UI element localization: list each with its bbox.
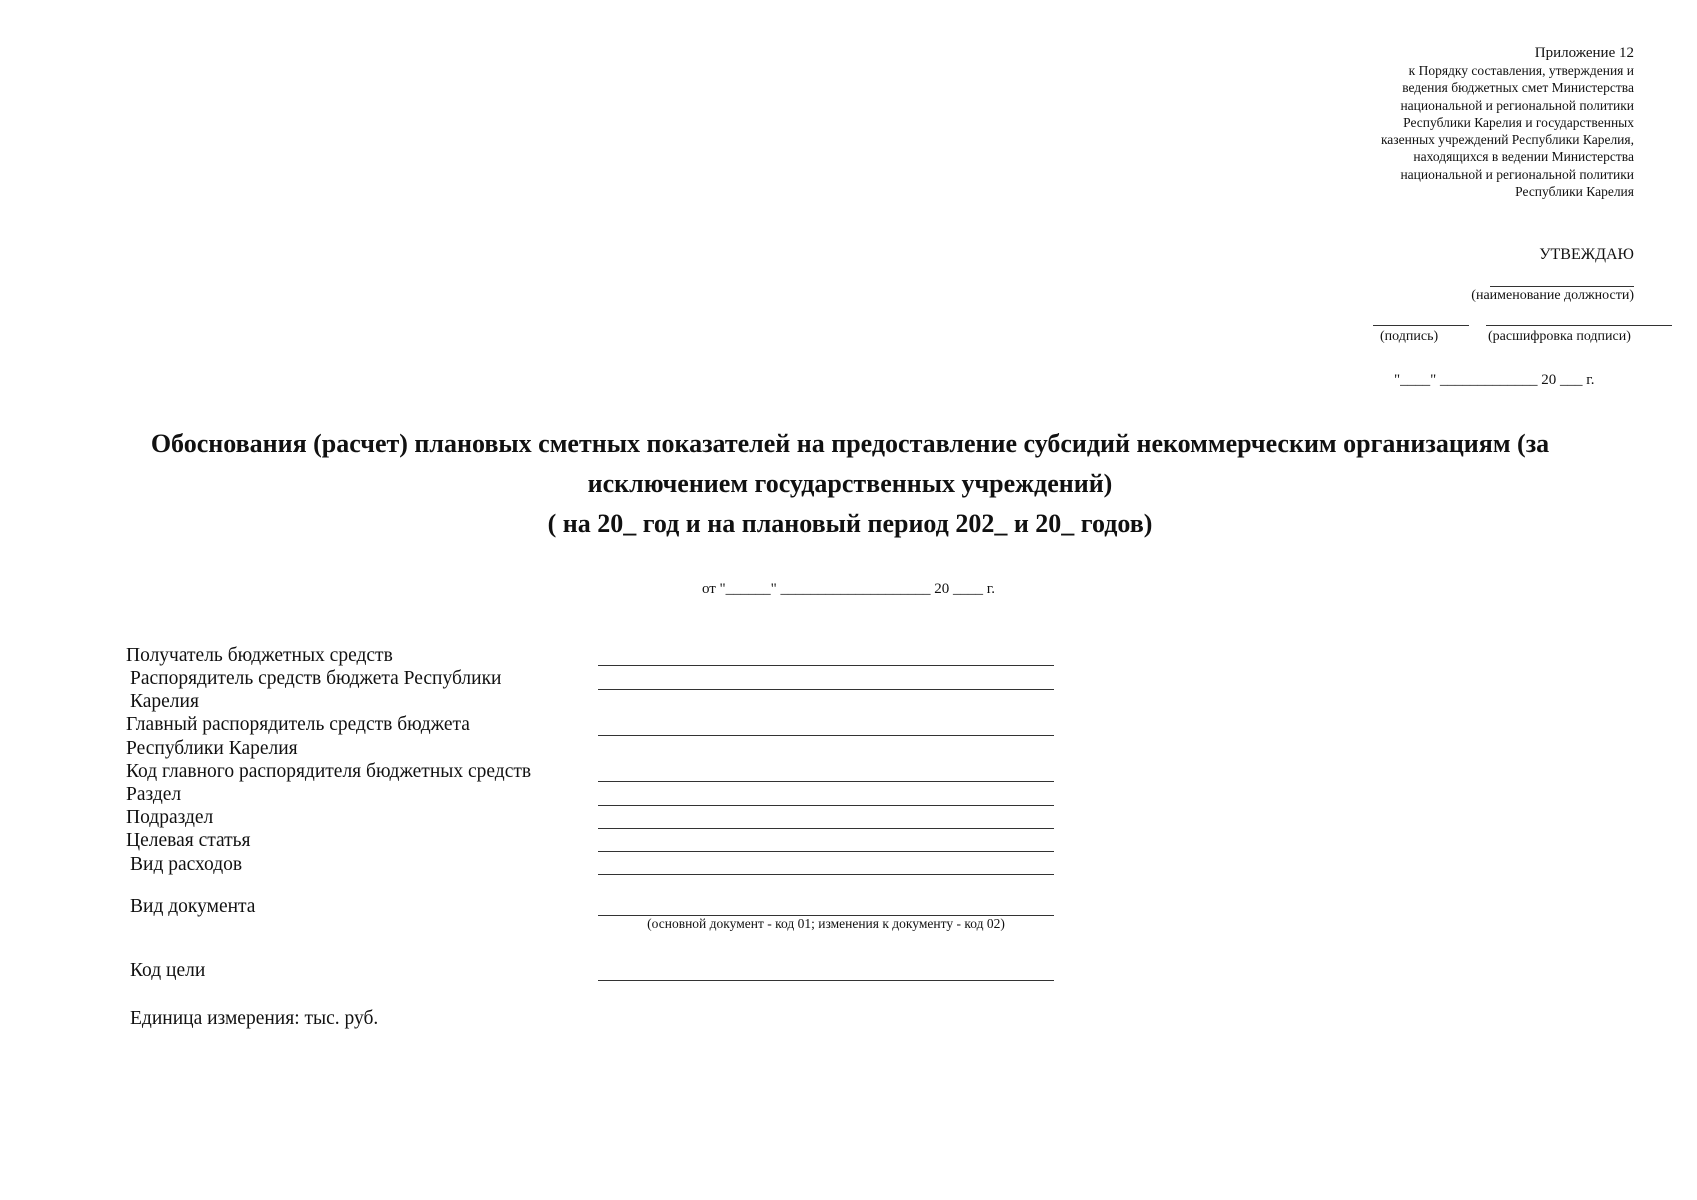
- document-type-hint: (основной документ - код 01; изменения к документу - код 02): [647, 916, 1005, 931]
- decoding-line: [1486, 325, 1672, 326]
- approval-title: УТВЕЖДАЮ: [1539, 246, 1634, 263]
- appendix-line: национальной и региональной политики: [1400, 97, 1634, 113]
- main-manager-code-label: Код главного распорядителя бюджетных средств: [126, 761, 532, 782]
- section-label: Раздел: [126, 784, 182, 805]
- position-caption: (наименование должности): [1471, 288, 1634, 303]
- manager-label-line1: Распорядитель средств бюджета Республики: [130, 668, 502, 689]
- heading-line-1: Обоснования (расчет) плановых сметных показателей на предоставление субсидий некоммерческим организациям (за: [150, 429, 1550, 458]
- subsection-field[interactable]: [598, 828, 1054, 829]
- main-manager-label-line1: Главный распорядитель средств бюджета: [126, 714, 470, 735]
- heading-line-2: исключением государственных учреждений): [587, 469, 1113, 498]
- appendix-line: ведения бюджетных смет Министерства: [1402, 80, 1634, 96]
- appendix-title: Приложение 12: [1534, 45, 1634, 61]
- unit-label: Единица измерения: тыс. руб.: [130, 1008, 379, 1029]
- recipient-label: Получатель бюджетных средств: [126, 645, 393, 666]
- target-article-field[interactable]: [598, 851, 1054, 852]
- appendix-line: национальной и региональной политики: [1400, 166, 1634, 182]
- manager-label-line2: Карелия: [130, 691, 199, 712]
- heading-line-3: ( на 20_ год и на плановый период 202_ и 20_ годов): [547, 509, 1153, 538]
- appendix-line: Республики Карелия: [1515, 184, 1634, 200]
- document-type-label: Вид документа: [130, 896, 256, 917]
- section-field[interactable]: [598, 805, 1054, 806]
- target-article-label: Целевая статья: [126, 830, 251, 851]
- appendix-line: Республики Карелия и государственных: [1403, 114, 1634, 130]
- appendix-line: казенных учреждений Республики Карелия,: [1380, 132, 1634, 148]
- main-manager-label-line2: Республики Карелия: [126, 738, 298, 759]
- goal-code-label: Код цели: [130, 960, 206, 981]
- main-manager-field[interactable]: [598, 735, 1054, 736]
- document-heading: [120, 424, 1580, 544]
- signature-caption: (подпись): [1380, 329, 1439, 344]
- signature-line: [1373, 325, 1469, 326]
- main-manager-code-field[interactable]: [598, 781, 1054, 782]
- manager-field[interactable]: [598, 689, 1054, 690]
- position-line: [1490, 286, 1634, 287]
- recipient-field[interactable]: [598, 665, 1054, 666]
- goal-code-field[interactable]: [598, 980, 1054, 981]
- appendix-line: к Порядку составления, утверждения и: [1408, 63, 1634, 78]
- appendix-block: [1314, 44, 1634, 200]
- decoding-caption: (расшифровка подписи): [1488, 329, 1631, 344]
- appendix-line: находящихся в ведении Министерства: [1413, 149, 1634, 165]
- subsection-label: Подраздел: [126, 807, 214, 828]
- expense-type-label: Вид расходов: [130, 854, 243, 875]
- document-date: от "______" ____________________ 20 ____ г.: [701, 581, 996, 597]
- approval-date: "____" _____________ 20 ___ г.: [1394, 372, 1595, 388]
- expense-type-field[interactable]: [598, 874, 1054, 875]
